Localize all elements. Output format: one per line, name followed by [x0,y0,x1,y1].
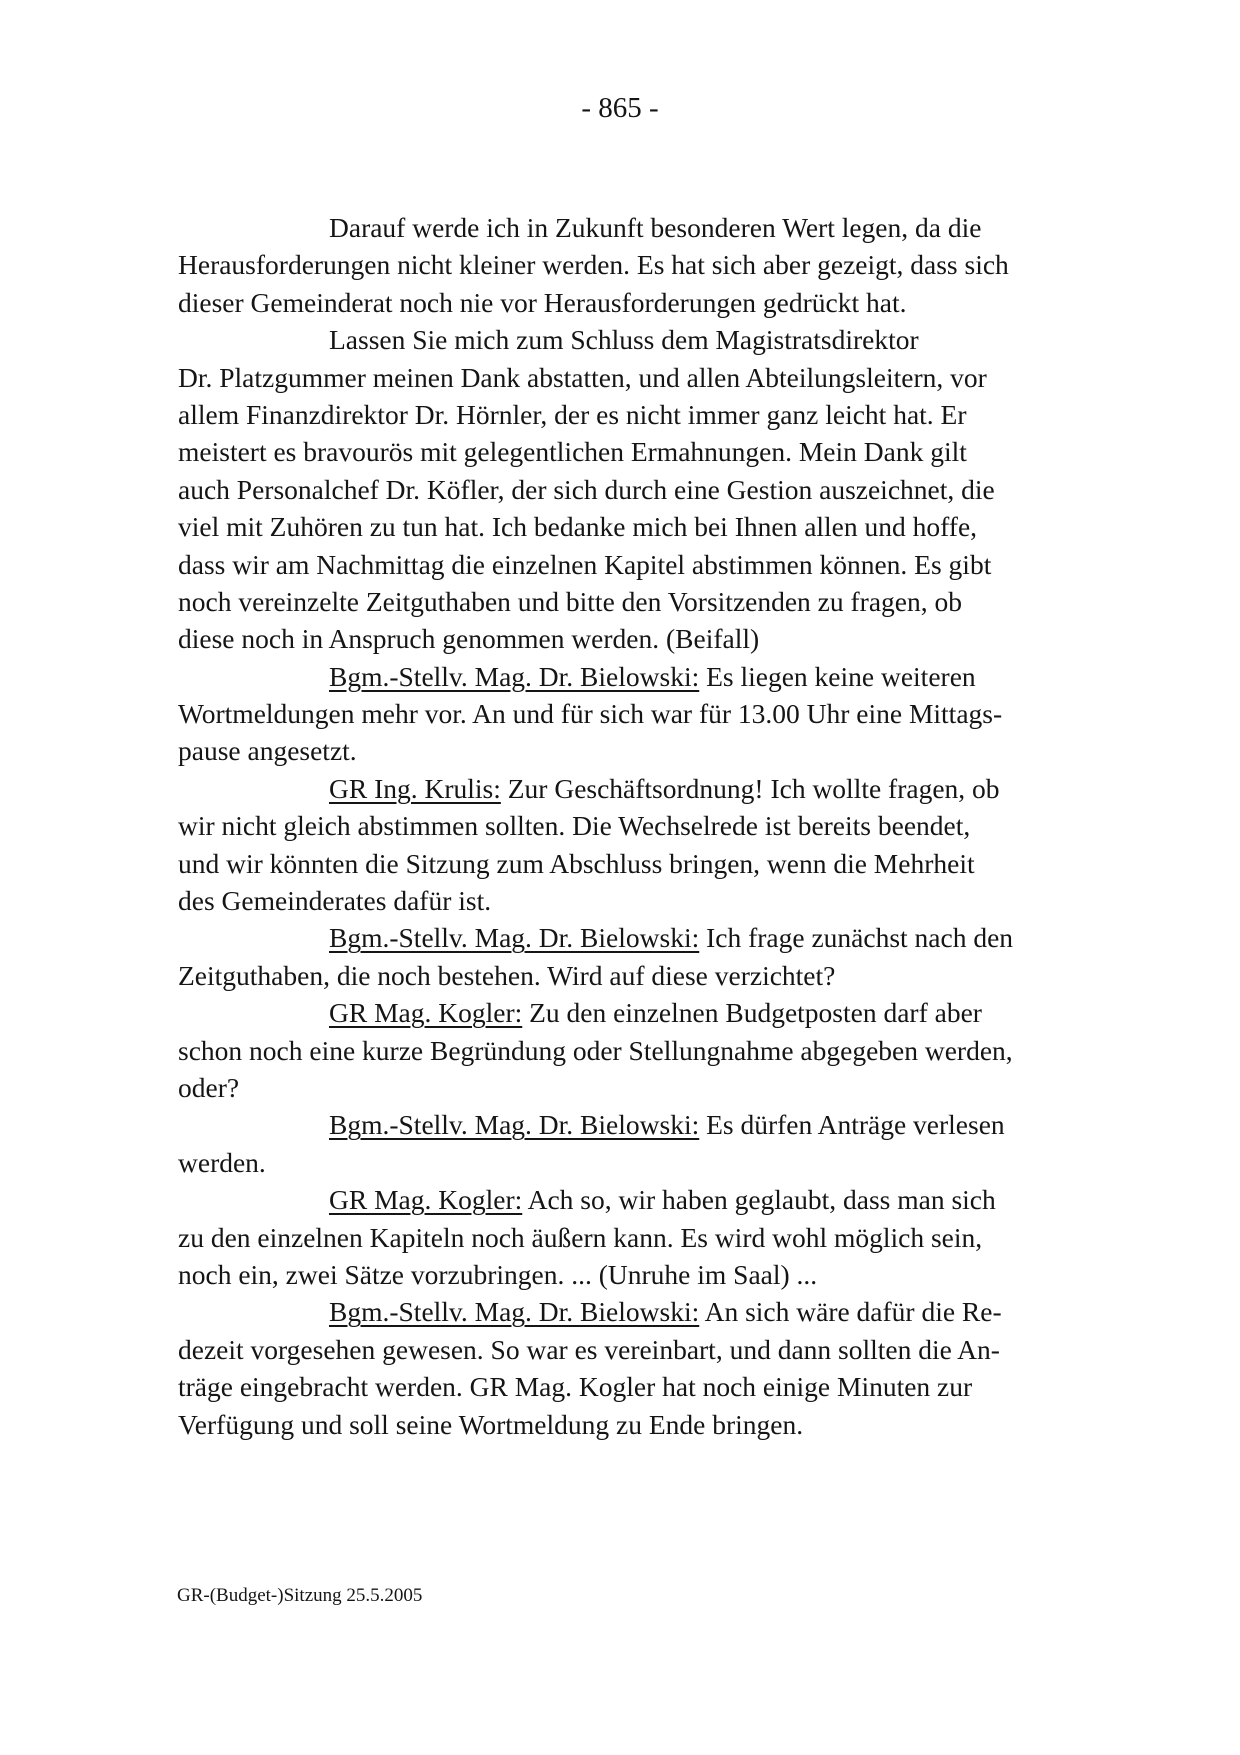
line-text: Lassen Sie mich zum Schluss dem Magistratsdirektor [329,324,919,356]
text-line [178,695,1108,732]
footer-session-label: GR-(Budget-)Sitzung 25.5.2005 [177,1585,423,1606]
line-text: des Gemeinderates dafür ist. [178,885,492,917]
line-text: wir nicht gleich abstimmen sollten. Die Wechselrede ist bereits beendet, [178,810,971,842]
line-text: diese noch in Anspruch genommen werden. (Beifall) [178,623,760,655]
text-line [178,1032,1108,1069]
text-line [178,1069,1108,1106]
speaker-name: Bgm.-Stellv. Mag. Dr. Bielowski: [329,1109,700,1141]
line-text: Zu den einzelnen Budgetposten darf aber [522,997,982,1029]
text-line [178,658,1108,695]
line-text: Dr. Platzgummer meinen Dank abstatten, und allen Abteilungsleitern, vor [178,361,987,393]
text-line [178,845,1108,882]
text-line [178,433,1108,470]
text-line [178,508,1108,545]
text-line [178,1144,1108,1181]
text-line [178,209,1108,246]
text-line [178,546,1108,583]
text-line [178,732,1108,769]
line-text: oder? [178,1071,240,1103]
speaker-name: Bgm.-Stellv. Mag. Dr. Bielowski: [329,660,700,692]
line-text: meistert es bravourös mit gelegentlichen Ermahnungen. Mein Dank gilt [178,436,967,468]
text-line [178,807,1108,844]
text-line [178,1106,1108,1143]
text-line [178,284,1108,321]
line-text: Darauf werde ich in Zukunft besonderen Wert legen, da die [329,212,982,243]
speaker-name: GR Mag. Kogler: [329,997,523,1029]
line-text: Es dürfen Anträge verlesen [699,1109,1005,1141]
line-text: allem Finanzdirektor Dr. Hörnler, der es nicht immer ganz leicht hat. Er [178,398,967,430]
text-line [178,994,1108,1031]
line-text: und wir könnten die Sitzung zum Abschluss bringen, wenn die Mehrheit [178,847,975,879]
text-line [178,1331,1108,1368]
text-line [178,1256,1108,1293]
text-line [178,583,1108,620]
line-text: schon noch eine kurze Begründung oder Stellungnahme abgegeben werden, [178,1034,1013,1066]
text-line [178,1181,1108,1218]
line-text: Es liegen keine weiteren [699,660,976,692]
line-text: zu den einzelnen Kapiteln noch äußern kann. Es wird wohl möglich sein, [178,1221,983,1253]
line-text: Zeitguthaben, die noch bestehen. Wird auf diese verzichtet? [178,959,836,991]
text-line [178,1219,1108,1256]
speaker-name: Bgm.-Stellv. Mag. Dr. Bielowski: [329,922,700,954]
text-line [178,882,1108,919]
line-text: Wortmeldungen mehr vor. An und für sich war für 13.00 Uhr eine Mittags- [178,698,1003,730]
line-text: werden. [178,1146,266,1178]
line-text: An sich wäre dafür die Re- [699,1296,1002,1328]
text-line [178,246,1108,283]
line-text: Verfügung und soll seine Wortmeldung zu Ende bringen. [178,1408,804,1440]
text-line [178,1406,1108,1443]
line-text: dieser Gemeinderat noch nie vor Herausforderungen gedrückt hat. [178,286,907,318]
text-line [178,471,1108,508]
line-text: Herausforderungen nicht kleiner werden. Es hat sich aber gezeigt, dass sich [178,249,1009,281]
line-text: Zur Geschäftsordnung! Ich wollte fragen, ob [500,772,1000,804]
text-line [178,620,1108,657]
text-line [178,770,1108,807]
text-line [178,1368,1108,1405]
text-line [178,359,1108,396]
text-line [178,396,1108,433]
page-number: - 865 - [581,92,659,124]
line-text: viel mit Zuhören zu tun hat. Ich bedanke mich bei Ihnen allen und hoffe, [178,511,978,543]
line-text: auch Personalchef Dr. Köfler, der sich durch eine Gestion auszeichnet, die [178,473,995,505]
speaker-name: GR Ing. Krulis: [329,772,501,804]
line-text: dass wir am Nachmittag die einzelnen Kapitel abstimmen können. Es gibt [178,548,992,580]
line-text: Ich frage zunächst nach den [699,922,1014,954]
text-line [178,957,1108,994]
line-text: noch vereinzelte Zeitguthaben und bitte den Vorsitzenden zu fragen, ob [178,585,962,617]
text-line [178,1293,1108,1330]
text-line [178,919,1108,956]
line-text: Ach so, wir haben geglaubt, dass man sich [522,1184,996,1216]
line-text: noch ein, zwei Sätze vorzubringen. ... (Unruhe im Saal) ... [178,1258,818,1290]
transcript-body [178,209,1108,1443]
text-line [178,321,1108,358]
speaker-name: Bgm.-Stellv. Mag. Dr. Bielowski: [329,1296,700,1328]
line-text: träge eingebracht werden. GR Mag. Kogler hat noch einige Minuten zur [178,1371,973,1403]
speaker-name: GR Mag. Kogler: [329,1184,523,1216]
line-text: dezeit vorgesehen gewesen. So war es vereinbart, und dann sollten die An- [178,1333,1000,1365]
line-text: pause angesetzt. [178,735,357,767]
